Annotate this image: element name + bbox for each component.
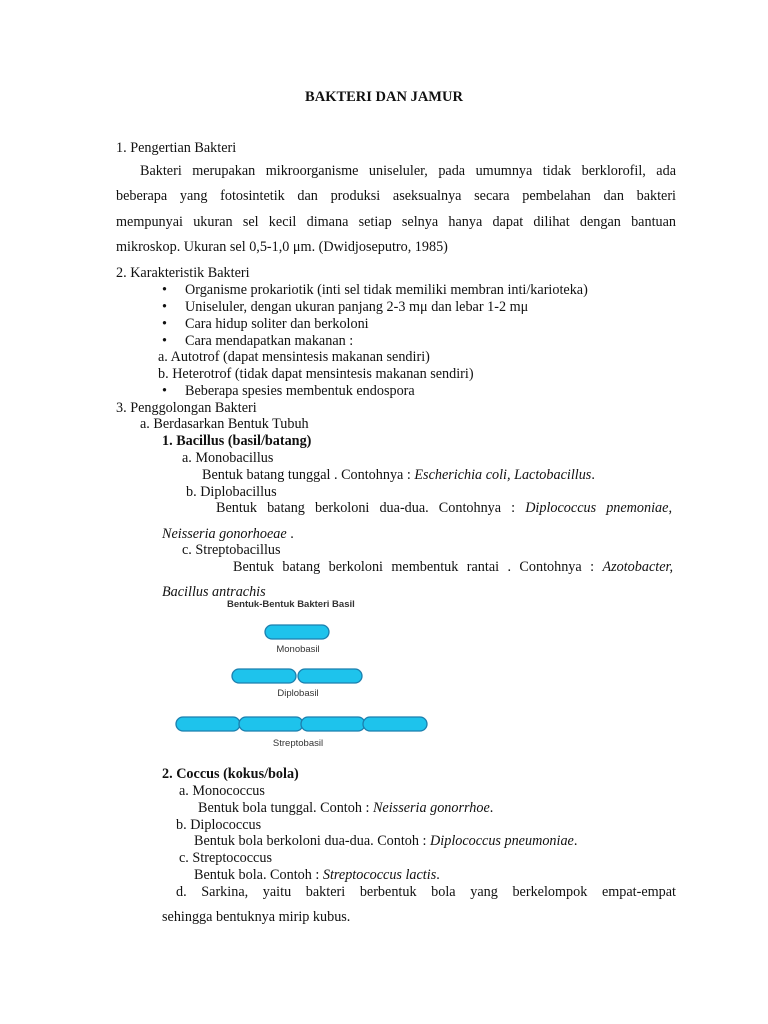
diplobasil-rod (232, 669, 296, 683)
bullet-item: • Uniseluler, dengan ukuran panjang 2-3 mμ dan lebar 1-2 mμ (185, 300, 528, 314)
figure-caption-monobasil: Monobasil (276, 644, 320, 655)
diplobasil-rod (298, 669, 362, 683)
paragraph-line-4: mikroskop. Ukuran sel 0,5-1,0 μm. (Dwidjoseputro, 1985) (116, 239, 448, 255)
section-1-heading: 1. Pengertian Bakteri (116, 140, 237, 156)
diplobacillus-text-cont: Neisseria gonorhoeae . (162, 526, 294, 542)
section-3-heading: 3. Penggolongan Bakteri (116, 400, 257, 416)
bullet-item: • Cara hidup soliter dan berkoloni (185, 317, 369, 331)
figure-title: Bentuk-Bentuk Bakteri Basil (227, 599, 355, 610)
streptobasil-rod (301, 717, 365, 731)
streptobacillus-text: Bentuk batang berkoloni membentuk rantai . Contohnya : Azotobacter, (233, 559, 673, 575)
sub-item-heterotrof: b. Heterotrof (tidak dapat mensintesis makanan sendiri) (158, 366, 474, 382)
monobacillus-text: Bentuk batang tunggal . Contohnya : Escherichia coli, Lactobacillus. (202, 467, 595, 483)
streptobacillus-label: c. Streptobacillus (182, 542, 281, 558)
subsection-a: a. Berdasarkan Bentuk Tubuh (140, 416, 309, 432)
bullet-item: • Organisme prokariotik (inti sel tidak memiliki membran inti/karioteka) (185, 283, 588, 297)
streptococcus-text: Bentuk bola. Contoh : Streptococcus lactis. (194, 867, 440, 883)
streptobasil-rod (176, 717, 240, 731)
streptobasil-rod (363, 717, 427, 731)
paragraph-line-3: mempunyai ukuran sel kecil dimana setiap selnya hanya dapat dilihat dengan bantuan (116, 214, 676, 230)
bacillus-shapes-figure (170, 596, 435, 756)
bullet-item: • Cara mendapatkan makanan : (185, 334, 353, 348)
monococcus-label: a. Monococcus (179, 783, 265, 799)
page-title: BAKTERI DAN JAMUR (305, 89, 463, 105)
diplococcus-label: b. Diplococcus (176, 817, 262, 833)
coccus-heading: 2. Coccus (kokus/bola) (162, 766, 299, 782)
monobasil-rod (265, 625, 329, 639)
section-2-heading: 2. Karakteristik Bakteri (116, 265, 250, 281)
bacillus-heading: 1. Bacillus (basil/batang) (162, 433, 312, 449)
sarkina-text-cont: sehingga bentuknya mirip kubus. (162, 909, 351, 925)
diplobacillus-label: b. Diplobacillus (186, 484, 277, 500)
figure-caption-diplobasil: Diplobasil (277, 688, 319, 699)
sub-item-autotrof: a. Autotrof (dapat mensintesis makanan sendiri) (158, 349, 430, 365)
diplobacillus-text: Bentuk batang berkoloni dua-dua. Contohnya : Diplococcus pnemoniae, (216, 500, 672, 516)
streptobasil-rod (239, 717, 303, 731)
streptobacillus-text-cont: Bacillus antrachis (162, 584, 266, 600)
monococcus-text: Bentuk bola tunggal. Contoh : Neisseria gonorrhoe. (198, 800, 494, 816)
paragraph-line-1: Bakteri merupakan mikroorganisme uniseluler, pada umumnya tidak berklorofil, ada (140, 163, 676, 179)
monobacillus-label: a. Monobacillus (182, 450, 274, 466)
paragraph-line-2: beberapa yang fotosintetik dan produksi aseksualnya secara pembelahan dan bakteri (116, 188, 676, 204)
streptococcus-label: c. Streptococcus (179, 850, 272, 866)
diplococcus-text: Bentuk bola berkoloni dua-dua. Contoh : Diplococcus pneumoniae. (194, 833, 578, 849)
bullet-item: • Beberapa spesies membentuk endospora (185, 384, 415, 398)
figure-caption-streptobasil: Streptobasil (272, 738, 324, 749)
sarkina-text: d. Sarkina, yaitu bakteri berbentuk bola yang berkelompok empat-empat (176, 884, 676, 900)
